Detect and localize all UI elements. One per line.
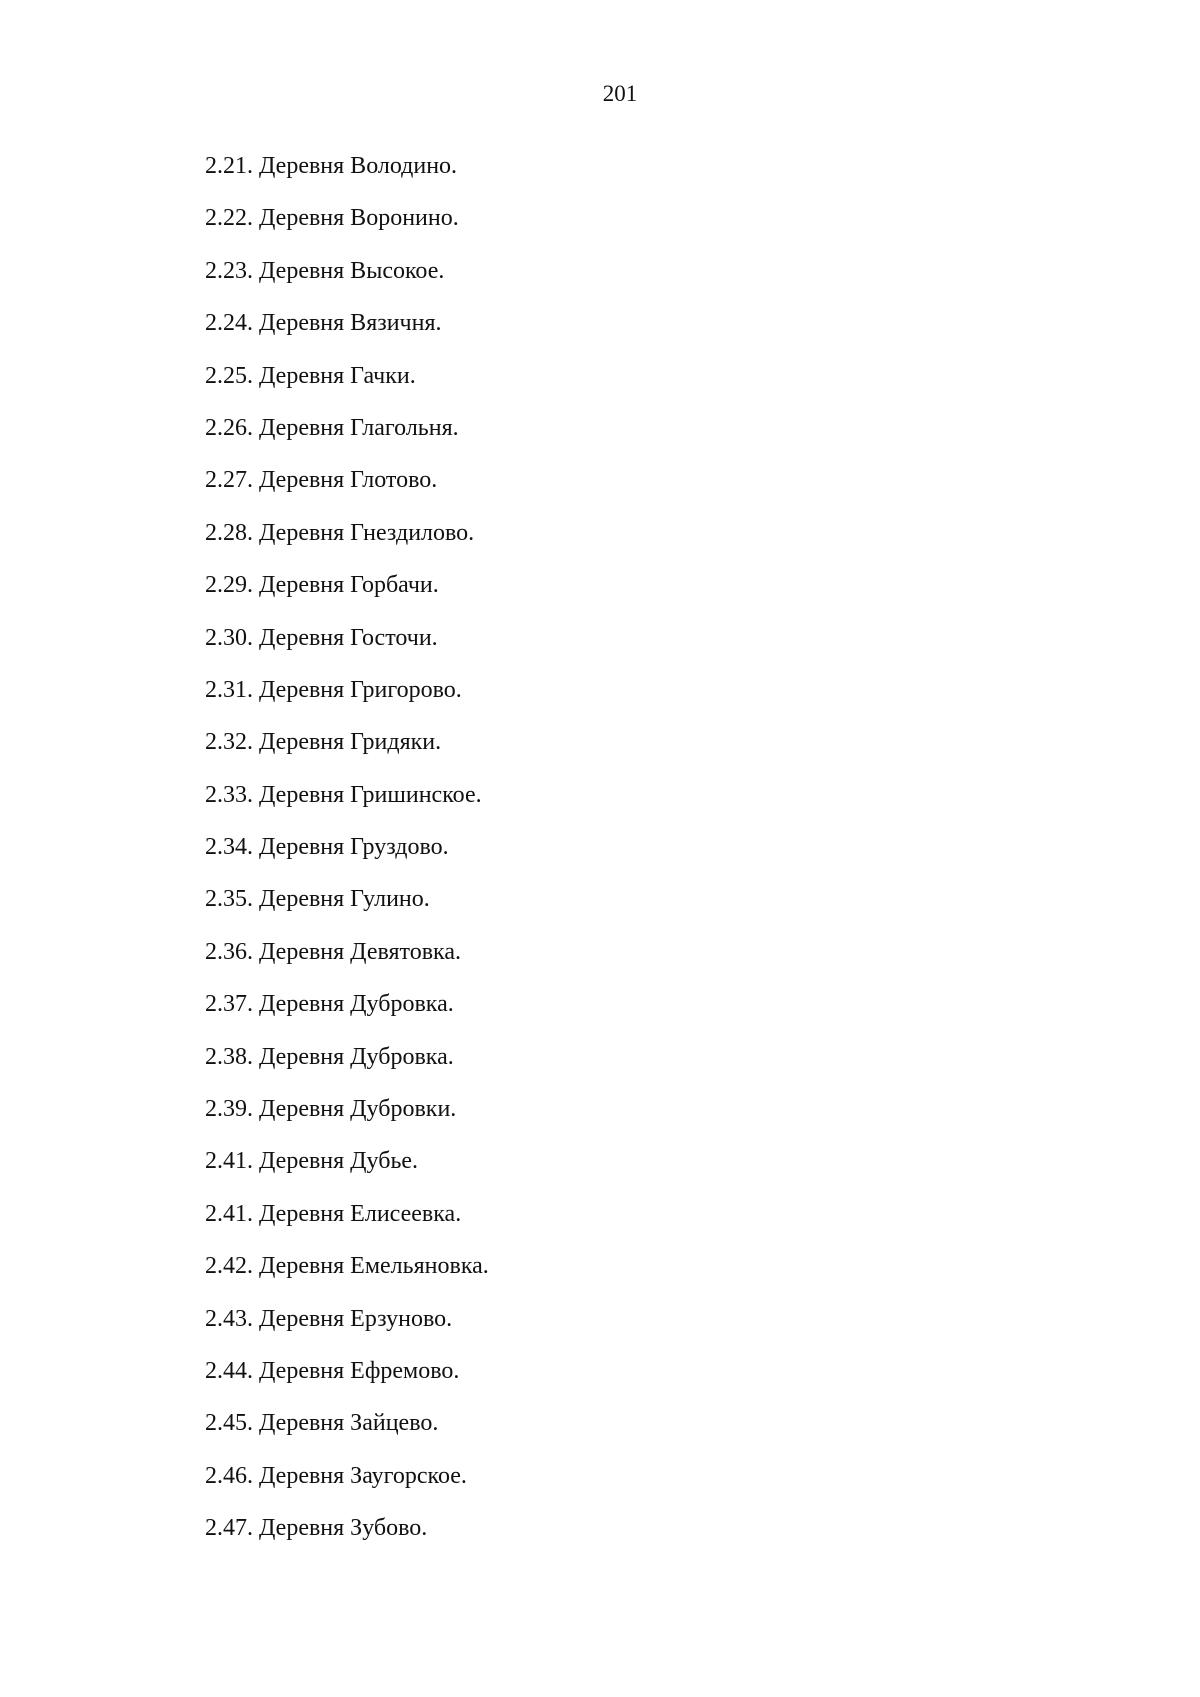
list-item: 2.37. Деревня Дубровка. [205, 991, 454, 1018]
list-item: 2.21. Деревня Володино. [205, 153, 458, 179]
list-item: 2.29. Деревня Горбачи. [205, 572, 439, 599]
list-item: 2.33. Деревня Гришинское. [205, 781, 482, 808]
list-item: 2.41. Деревня Елисеевка. [205, 1200, 462, 1227]
list-item: 2.28. Деревня Гнездилово. [205, 519, 475, 546]
list-item: 2.32. Деревня Гридяки. [205, 729, 442, 756]
list-item: 2.46. Деревня Заугорское. [205, 1462, 467, 1489]
list-item: 2.41. Деревня Дубье. [205, 1148, 419, 1175]
list-item: 2.34. Деревня Груздово. [205, 834, 449, 861]
list-item: 2.35. Деревня Гулино. [205, 886, 430, 913]
list-item: 2.27. Деревня Глотово. [205, 467, 438, 494]
list-item: 2.47. Деревня Зубово. [205, 1515, 428, 1542]
list-item: 2.26. Деревня Глагольня. [205, 414, 459, 441]
settlement-list [205, 152, 489, 1567]
list-item: 2.39. Деревня Дубровки. [205, 1096, 457, 1123]
list-item: 2.30. Деревня Госточи. [205, 624, 438, 651]
list-item: 2.24. Деревня Вязичня. [205, 310, 442, 337]
list-item: 2.43. Деревня Ерзуново. [205, 1305, 453, 1332]
list-item: 2.42. Деревня Емельяновка. [205, 1253, 489, 1280]
list-item: 2.31. Деревня Григорово. [205, 676, 462, 703]
list-item: 2.25. Деревня Гачки. [205, 362, 416, 389]
list-item: 2.38. Деревня Дубровка. [205, 1043, 454, 1070]
page-number: 201 [602, 81, 638, 106]
list-item: 2.22. Деревня Воронино. [205, 205, 459, 232]
list-item: 2.23. Деревня Высокое. [205, 257, 445, 284]
list-item: 2.45. Деревня Зайцево. [205, 1410, 439, 1437]
list-item: 2.36. Деревня Девятовка. [205, 938, 462, 965]
list-item: 2.44. Деревня Ефремово. [205, 1357, 460, 1384]
